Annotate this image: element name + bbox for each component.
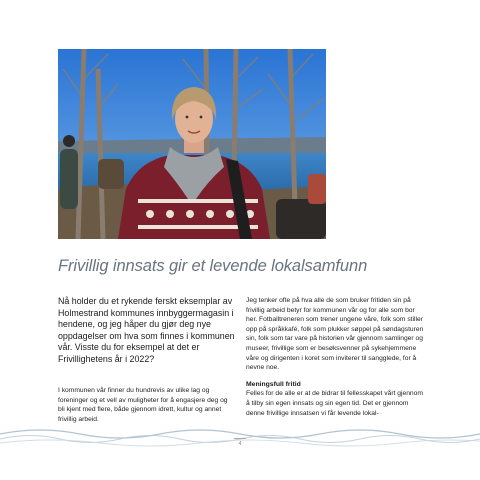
right-column [246,296,426,418]
page-number-rule [234,438,246,439]
right-paragraph: Jeg tenker ofte på hva alle de som bruker fritiden sin på frivillig arbeid betyr for kommunen vår og for alle som bor her. Fotballtreneren som trener ungene våre, folk som stiller opp på språkkafé, folk som plukker søppel på søndagsturen sin, folk som tar vare på historien vår gjennom samlinger og museer, frivillige som er besøksvenner på sykehjemmene våre og dirigenten i koret som inviterer til sangglede, for å nevne noe. [246,297,424,372]
left-paragraph: I kommunen vår finner du hundrevis av ulike lag og foreninger og et vell av muligheter for å engasjere deg og bli kjent med flere, både gjennom idrett, kultur og annet frivillig arbeid. [58,387,228,423]
article-headline: Frivillig innsats gir et levende lokalsamfunn [58,257,368,275]
portrait-photo [58,49,326,239]
lead-paragraph: Nå holder du et rykende ferskt eksemplar av Holmestrand kommunes innbyggermagasin i hendene, og jeg håper du gjør deg nye oppdagelser om hva som finnes i kommunen vår. Visste du for eksempel at det er Frivillighetens år i 2022? [58,296,235,364]
page-number: 4 [238,441,242,447]
left-column [58,296,236,366]
right-paragraph-2: Felles for de alle er at de bidrar til fellesskapet vårt gjennom å tilby sin egen innsats og sin egen tid. Det er gjennom denne frivillige innsatsen vi får levende lokal- [246,390,423,417]
portrait-illustration [58,49,326,239]
section-subheading: Meningsfull fritid [246,380,301,388]
left-body [58,386,236,424]
